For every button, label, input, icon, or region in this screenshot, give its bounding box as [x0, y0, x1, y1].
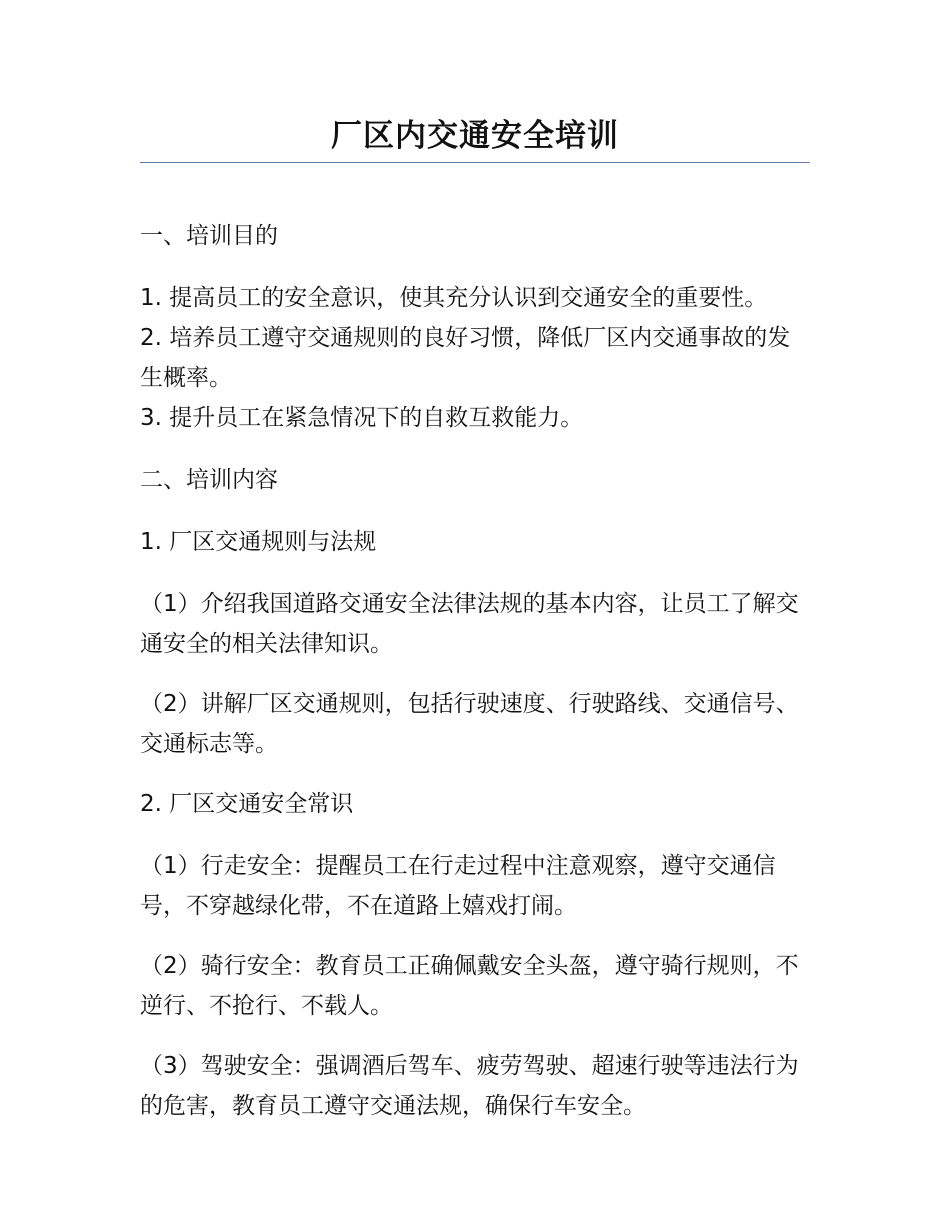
subsection-heading-safety: 2. 厂区交通安全常识	[140, 791, 354, 817]
safety-item-2: （2）骑行安全：教育员工正确佩戴安全头盔，遵守骑行规则，不逆行、不抢行、不载人。	[140, 953, 799, 1019]
safety-item-1: （1）行走安全：提醒员工在行走过程中注意观察，遵守交通信号，不穿越绿化带，不在道路上嬉戏打闹。	[140, 853, 776, 919]
document-body	[140, 216, 810, 1126]
section-heading-content: 二、培训内容	[140, 467, 278, 493]
section-heading-purpose: 一、培训目的	[140, 223, 278, 249]
purpose-item-1: 1. 提高员工的安全意识，使其充分认识到交通安全的重要性。	[140, 285, 768, 311]
title-divider	[140, 162, 810, 163]
rules-item-1: （1）介绍我国道路交通安全法律法规的基本内容，让员工了解交通安全的相关法律知识。	[140, 591, 799, 657]
purpose-item-2: 2. 培养员工遵守交通规则的良好习惯，降低厂区内交通事故的发生概率。	[140, 325, 791, 391]
rules-item-2: （2）讲解厂区交通规则，包括行驶速度、行驶路线、交通信号、交通标志等。	[140, 691, 799, 757]
page-title: 厂区内交通安全培训	[331, 118, 619, 154]
safety-item-3: （3）驾驶安全：强调酒后驾车、疲劳驾驶、超速行驶等违法行为的危害，教育员工遵守交通法规，确保行车安全。	[140, 1053, 799, 1119]
purpose-item-3: 3. 提升员工在紧急情况下的自救互救能力。	[140, 405, 584, 431]
subsection-heading-rules: 1. 厂区交通规则与法规	[140, 529, 377, 555]
